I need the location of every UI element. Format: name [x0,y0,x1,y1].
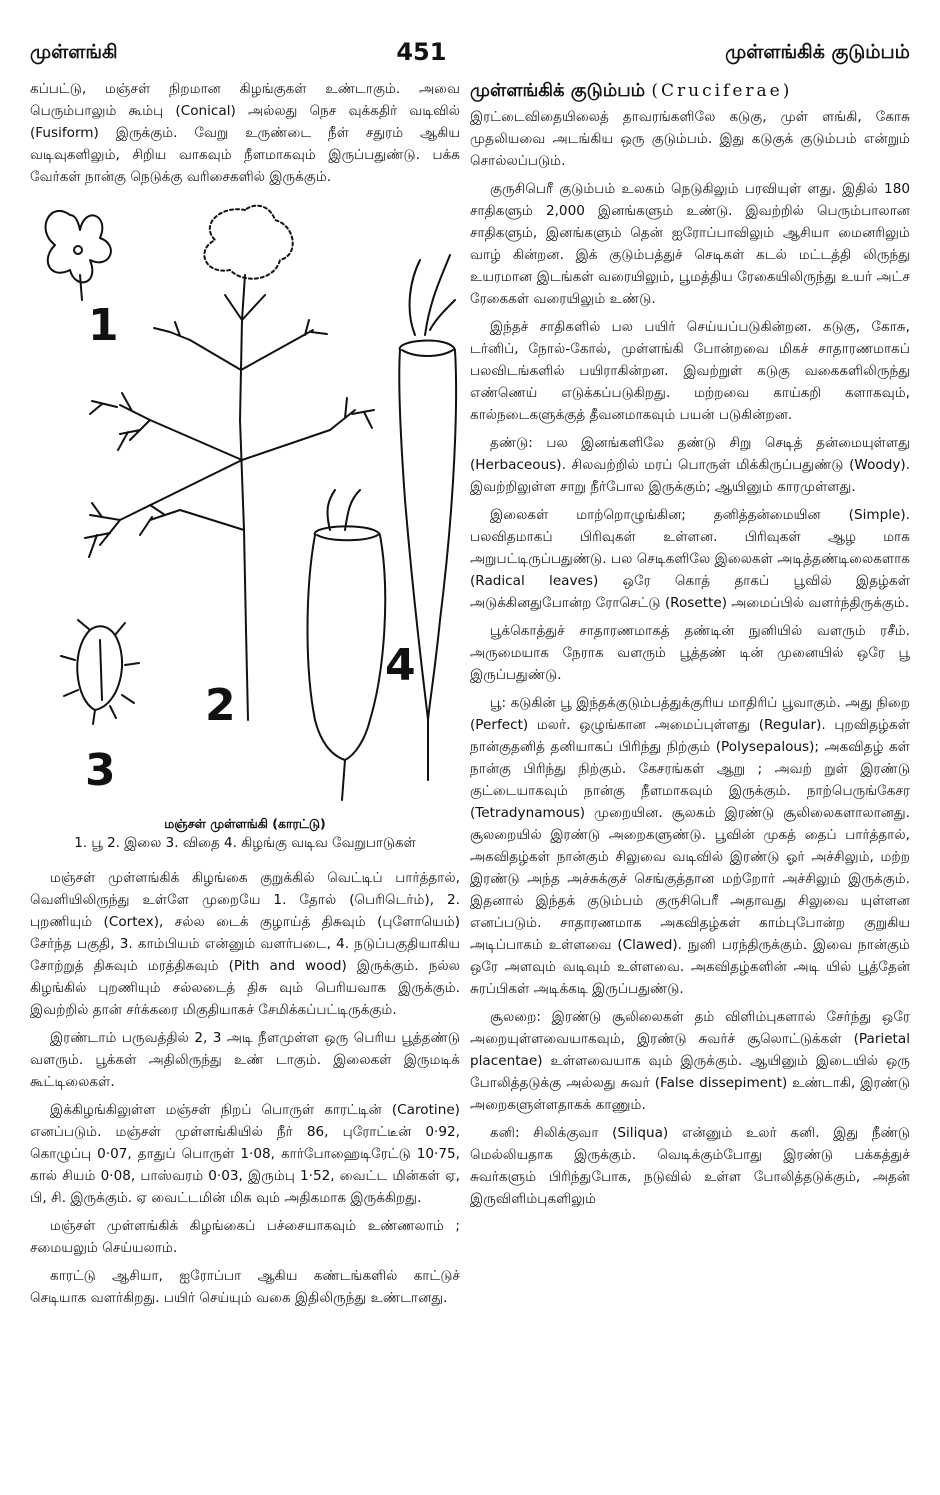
left-paragraph: மஞ்சள் முள்ளங்கிக் கிழங்கை குறுக்கில் வெட்டிப் பார்த்தால், வெளியிலிருந்து உள்ளே முறையே 1. தோல் (பெரிடெர்ம்), 2. புறணியும் (Cortex), சல்ல டைக் குழாய்த் திசுவும் (புளோயெம்) சேர்ந்த பகுதி, 3. காம்பியம் என்னும் வளர்படை, 4. நடுப்பகுதியாகிய சோற்றுத் திசுவும் மரத்திசுவும் (Pith and wood) இருக்கும். நல்ல கிழங்கில் புறணியும் சல்லடைத் திசு வும் பெரியவாக இருக்கும். இவற்றில் தான் சர்க்கரை மிகுதியாகச் சேமிக்கப்பட்டிருக்கும். [30,870,460,1018]
flower-sketch [46,211,111,300]
section-heading [470,78,910,104]
right-paragraph: இந்தச் சாதிகளில் பல பயிர் செய்யப்படுகின்றன. கடுகு, கோசு, டர்னிப், நோல்-கோல், முள்ளங்கி போன்றவை மிகச் சாதாரணமாகப் பலவிடங்களில் பயிராகின்றன. இவற்றுள் கடுகு வகைகளிலிருந்து எண்ணெய் எடுக்கப்படுகிறது. மற்றவை காய்கறி களாகவும், கால்நடைகளுக்குத் தீவனமாகவும் பயன் படுகின்றன. [470,319,910,423]
right-paragraph: பூக்கொத்துச் சாதாரணமாகத் தண்டின் நுனியில் வளரும் ரசீம். அருமையாக நேராக வளரும் பூத்தண் டின் முனையில் ஒரே பூ இருப்பதுண்டு. [470,623,910,683]
two-column-body [30,78,910,1315]
page-number: 451 [396,38,447,66]
right-paragraph: குருசிபெரீ குடும்பம் உலகம் நெடுகிலும் பரவியுள் ளது. இதில் 180 சாதிகளும் 2,000 இனங்களும் உண்டு. இவற்றில் பெரும்பாலான சாதிகளும், இனங்களும் தென் ஐரோப்பாவிலும் ஆசியா மைனரிலும் வாழ் கின்றன. இக் குடும்பத்துச் செடிகள் கடல் மட்டத்தி லிருந்து உயரமான இடங்கள் வரையிலும், பூமத்திய ரேகையிலிருந்து உயர் அட்ச ரேகைகள் வரையிலும் உண்டு. [470,181,910,307]
left-paragraph: இக்கிழங்கிலுள்ள மஞ்சள் நிறப் பொருள் காரட்டின் (Carotine) எனப்படும். மஞ்சள் முள்ளங்கியில் நீர் 86, புரோட்டீன் 0·92, கொழுப்பு 0·07, தாதுப் பொருள் 1·08, கார்போஹைடிரேட்டு 10·75, கால் சியம் 0·08, பாஸ்வரம் 0·03, இரும்பு 1·52, வைட்ட மின்கள் ஏ, பி, சி. இருக்கும். ஏ வைட்டமின் மிக வும் அதிகமாக இருக்கிறது. [30,1102,460,1206]
right-paragraph: கனி: சிலிக்குவா (Siliqua) என்னும் உலர் கனி. இது நீண்டு மெல்லியதாக இருக்கும். வெடிக்கும்போது இரண்டு பக்கத்துச் சுவர்களும் பிரிந்துபோக, நடுவில் உள்ள போலித்தடுக்கும், அதன் இருவிளிம்புகளிலும் [470,1125,910,1207]
carrot-illustration [30,200,460,810]
figure-label-4: 4 [385,640,416,691]
left-paragraph: மஞ்சள் முள்ளங்கிக் கிழங்கைப் பச்சையாகவும் உண்ணலாம் ; சமையலும் செய்யலாம். [30,1218,460,1256]
figure-label-2: 2 [205,680,236,731]
seed-sketch [61,620,139,724]
figure-caption-text: 1. பூ 2. இலை 3. விதை 4. கிழங்கு வடிவ வேறுபாடுகள் [74,835,416,851]
header-left-title: முள்ளங்கி [30,41,118,63]
right-paragraph: இலைகள் மாற்றொழுங்கின; தனித்தன்மையின (Simple). பலவிதமாகப் பிரிவுகள் உள்ளன. பிரிவுகள் ஆழ மாக அறுபட்டிருப்பதுண்டு. பல செடிகளிலே இலைகள் அடித்தண்டிலைகளாக (Radical leaves) ஒரே கொத் தாகப் பூவில் இதழ்கள் அடுக்கினதுபோன்ற ரோசெட்டு (Rosette) அமைப்பில் வளர்ந்திருக்கும். [470,507,910,611]
running-header [30,26,910,66]
section-heading-latin: (Cruciferae) [651,81,793,101]
figure-label-3: 3 [85,745,116,796]
header-right-title: முள்ளங்கிக் குடும்பம் [725,41,910,63]
umbel-stem-sketch [85,206,374,720]
long-carrot-sketch [399,255,456,780]
section-heading-tamil: முள்ளங்கிக் குடும்பம் [470,80,646,101]
short-carrot-sketch [308,490,386,800]
left-paragraph: காரட்டு ஆசியா, ஐரோப்பா ஆகிய கண்டங்களில் காட்டுச் செடியாக வளர்கிறது. பயிர் செய்யும் வகை இதிலிருந்து உண்டானது. [30,1268,460,1306]
left-column [30,78,460,1315]
right-paragraph: பூ: கடுகின் பூ இந்தக்குடும்பத்துக்குரிய மாதிரிப் பூவாகும். அது நிறை (Perfect) மலர். ஒழுங்கான அமைப்புள்ளது (Regular). புறவிதழ்கள் நான்குதனித் தனியாகப் பிரிந்து நிற்கும் (Polysepalous); அகவிதழ் கள் நான்கு பிரிந்து நிற்கும். கேசரங்கள் ஆறு ; அவற் றுள் இரண்டு குட்டையாகவும் நான்கு நீளமாகவும் இருக்கும். நாற்பெருங்கேசர (Tetradynamous) முறையின. சூலகம் இரண்டு சூலிலைகளாலானது. சூலறையில் இரண்டு அறைகளுண்டு. பூவின் முகத் தைப் பார்த்தால், அகவிதழ்கள் நான்கும் சிலுவை வடிவில் இரண்டு ஓர் அச்சிலும், மற்ற இரண்டு அந்த அச்சுக்குச் செங்குத்தான மற்றோர் அச்சிலும் இருக்கும். இதனால் இந்தக் குடும்பம் குருசிபெரீ அதாவது சிலுவை யுள்ளன எனப்படும். சாதாரணமாக அகவிதழ்கள் காம்புபோன்ற குறுகிய அடிப்பாகம் உள்ளவை (Clawed). நுனி பரந்திருக்கும். இவை நான்கும் ஒரே அளவும் வடிவும் உள்ளவை. அகவிதழ்களின் அடி யில் பூத்தேன் சுரப்பிகள் அடிக்கடி இருப்பதுண்டு. [470,695,910,997]
right-paragraph: இரட்டைவிதையிலைத் தாவரங்களிலே கடுகு, முள் ளங்கி, கோசு முதலியவை அடங்கிய ஒரு குடும்பம். இது கடுகுக் குடும்பம் என்றும் சொல்லப்படும். [470,109,910,169]
figure-label-1: 1 [88,300,119,351]
left-paragraph-top: கப்பட்டு, மஞ்சள் நிறமான கிழங்குகள் உண்டாகும். அவை பெரும்பாலும் கூம்பு (Conical) அல்லது நெச வுக்கதிர் வடிவில் (Fusiform) இருக்கும். வேறு உருண்டை நீள் சதுரம் ஆகிய வடிவுகளிலும், சிறிய வாகவும் நீளமாகவும் இருப்பதுண்டு. பக்க வேர்கள் நான்கு நெடுக்கு வரிசைகளில் இருக்கும். [30,81,460,185]
figure-caption-title: மஞ்சள் முள்ளங்கி (காரட்டு) [164,816,326,831]
right-column [470,78,910,1315]
right-paragraph: தண்டு: பல இனங்களிலே தண்டு சிறு செடித் தன்மையுள்ளது (Herbaceous). சிலவற்றில் மரப் பொருள் மிக்கிருப்பதுண்டு (Woody). இவற்றிலுள்ள சாறு நீர்போல இருக்கும்; ஆயினும் காரமுள்ளது. [470,435,910,495]
right-paragraph: சூலறை: இரண்டு சூலிலைகள் தம் விளிம்புகளால் சேர்ந்து ஒரே அறையுள்ளவையாகவும், இரண்டு சுவர்ச் சூலொட்டுக்கள் (Parietal placentae) உள்ளவையாக வும் இருக்கும். ஆயினும் இடையில் ஒரு போலித்தடுக்கு அல்லது சுவர் (False dissepiment) உண்டாகி, இரண்டு அறைகளுள்ளதாகக் காணும். [470,1009,910,1113]
left-paragraph: இரண்டாம் பருவத்தில் 2, 3 அடி நீளமுள்ள ஒரு பெரிய பூத்தண்டு வளரும். பூக்கள் அதிலிருந்து உண் டாகும். இலைகள் இருமடிக் கூட்டிலைகள். [30,1030,460,1090]
carrot-drawing [30,200,460,810]
